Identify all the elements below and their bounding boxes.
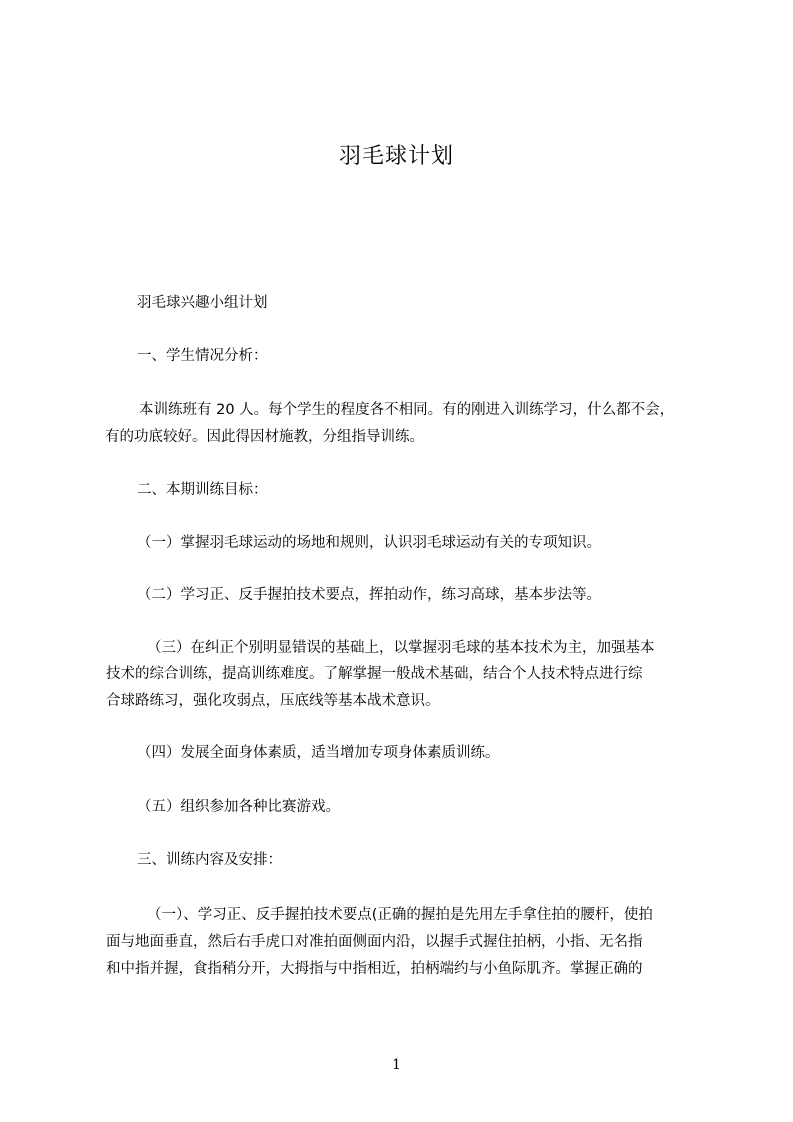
section-heading-1: 一、学生情况分析：	[137, 348, 268, 364]
goal-item-3-line: 合球路练习，强化攻弱点，压底线等基本战术意识。	[106, 693, 440, 709]
document-title: 羽毛球计划	[338, 144, 454, 169]
goal-item-2: （二）学习正、反手握拍技术要点，挥拍动作，练习高球，基本步法等。	[137, 587, 601, 603]
content-line: （一）、学习正、反手握拍技术要点(正确的握拍是先用左手拿住拍的腰杆，使拍	[147, 907, 653, 923]
paragraph-line: 有的功底较好。因此得因材施教，分组指导训练。	[105, 429, 424, 445]
section-heading-3: 三、训练内容及安排：	[137, 852, 282, 868]
page-number: 1	[392, 1057, 401, 1073]
goal-item-4: （四）发展全面身体素质，适当增加专项身体素质训练。	[137, 745, 500, 761]
paragraph-line: 本训练班有 20 人。每个学生的程度各不相同。有的刚进入训练学习，什么都不会，	[139, 402, 675, 418]
content-line: 面与地面垂直，然后右手虎口对准拍面侧面内沿，以握手式握住拍柄，小指、无名指	[106, 934, 643, 950]
section-heading-2: 二、本期训练目标：	[137, 482, 268, 498]
content-line: 和中指并握，食指稍分开，大拇指与中指相近，拍柄端约与小鱼际肌齐。掌握正确的	[106, 961, 643, 977]
goal-item-5: （五）组织参加各种比赛游戏。	[137, 799, 340, 815]
goal-item-1: （一）掌握羽毛球运动的场地和规则，认识羽毛球运动有关的专项知识。	[137, 535, 601, 551]
subtitle: 羽毛球兴趣小组计划	[137, 295, 268, 311]
goal-item-3-line: （三）在纠正个别明显错误的基础上，以掌握羽毛球的基本技术为主，加强基本	[147, 640, 655, 656]
goal-item-3-line: 技术的综合训练，提高训练难度。了解掌握一般战术基础，结合个人技术特点进行综	[106, 666, 643, 682]
